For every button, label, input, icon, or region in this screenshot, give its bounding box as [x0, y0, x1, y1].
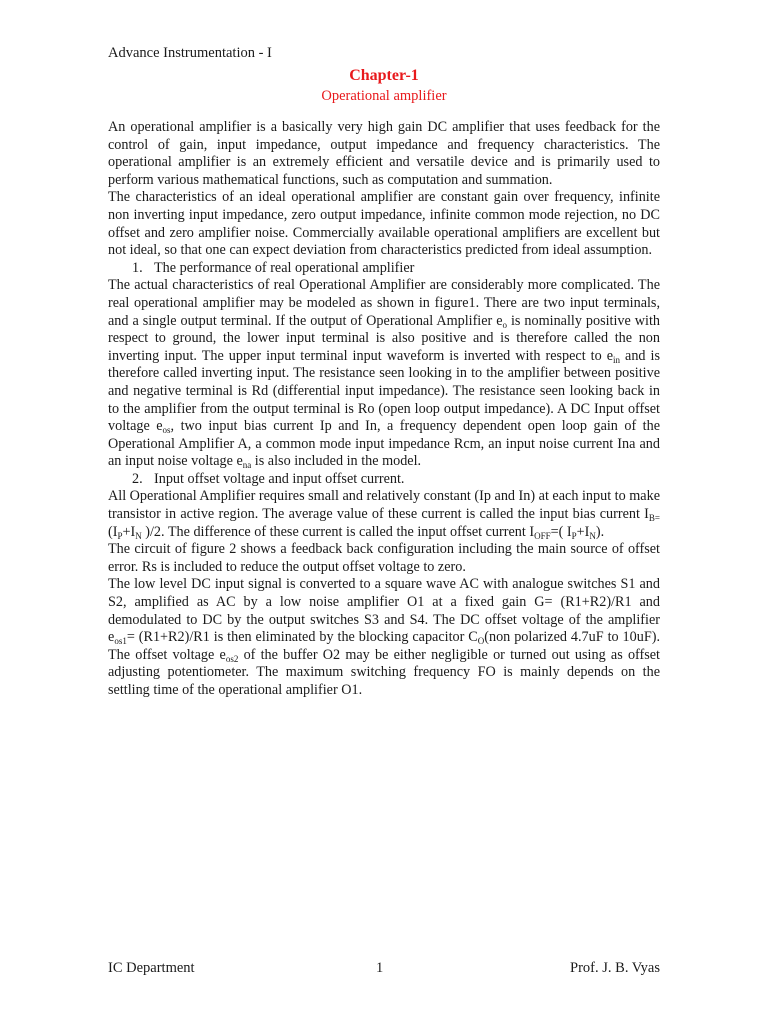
chapter-title: Chapter-1	[349, 67, 419, 84]
paragraph-figure-2: The circuit of figure 2 shows a feedback back configuration including the main source of offset error. Rs is included to reduce the output offset voltage to zero.	[108, 541, 660, 575]
document-page	[108, 44, 660, 700]
document-body	[108, 119, 660, 700]
section-number: 2.	[132, 470, 143, 487]
footer-page-number: 1	[376, 960, 384, 976]
footer-department: IC Department	[108, 960, 195, 976]
paragraph-intro: An operational amplifier is a basically very high gain DC amplifier that uses feedback for the control of gain, input impedance, output impedance and frequency characteristics. The operational amplifier is an extremely efficient and versatile device and is primarily used to perform various mathematical functions, such as computation and summation.	[108, 119, 660, 188]
course-header: Advance Instrumentation - I	[108, 45, 272, 61]
footer-author: Prof. J. B. Vyas	[570, 960, 660, 976]
section-item-1	[108, 260, 660, 278]
paragraph-bias-current: All Operational Amplifier requires small and relatively constant (Ip and In) at each input to make transistor in active region. The average value of these current is called the input bias current $I_{B=}(I_P+I_N$ )/2. The difference of these current is called the input offset current $I_{OFF}=$( $I_P+I_N$).	[108, 488, 660, 541]
paragraph-chopper: The low level DC input signal is converted to a square wave AC with analogue switches S1 and S2, amplified as AC by a low noise amplifier O1 at a fixed gain G= (R1+R2)/R1 and demodulated to DC by the output switches S3 and S4. The DC offset voltage of the amplifier $e_{os1}= (R1+R2)/R1$ is then eliminated by the blocking capacitor $C_O(non$ polarized 4.7uF to 10uF). The offset voltage $e_{os2}$ of the buffer O2 may be either negligible or turned out using as offset adjusting potentiometer. The maximum switching frequency FO is mainly depends on the settling time of the operational amplifier O1.	[108, 576, 660, 698]
paragraph-real-characteristics: The actual characteristics of real Operational Amplifier are considerably more complicated. The real operational amplifier may be modeled as shown in figure1. There are two input terminals, and a single output terminal. If the output of Operational Amplifier $e_o$ is nominally positive with respect to ground, the lower input terminal is also positive and is therefore called the non inverting input. The upper input terminal input waveform is inverted with respect to $e_{in}$ and is therefore called inverting input. The resistance seen looking in to the amplifier between positive and negative terminal is Rd (differential input impedance). The resistance seen looking back in to the amplifier from the output terminal is Ro (open loop output impedance). A DC Input offset voltage $e_{os}$, two input bias current Ip and In, a frequency dependent open loop gain of the Operational Amplifier A, a common mode input impedance Rcm, an input noise current Ina and an input noise voltage $e_{na}$ is also included in the model.	[108, 277, 661, 471]
section-heading: The performance of real operational amplifier	[154, 259, 415, 276]
section-heading: Input offset voltage and input offset current.	[154, 470, 405, 487]
chapter-subtitle: Operational amplifier	[321, 88, 447, 104]
section-number: 1.	[132, 259, 143, 276]
section-item-2	[108, 471, 660, 489]
paragraph-ideal-characteristics: The characteristics of an ideal operational amplifier are constant gain over frequency, infinite non inverting input impedance, zero output impedance, infinite common mode rejection, no DC offset and zero amplifier noise. Commercially available operational amplifiers are excellent but not ideal, so that one can expect deviation from characteristics predicted from ideal assumption.	[108, 189, 660, 259]
